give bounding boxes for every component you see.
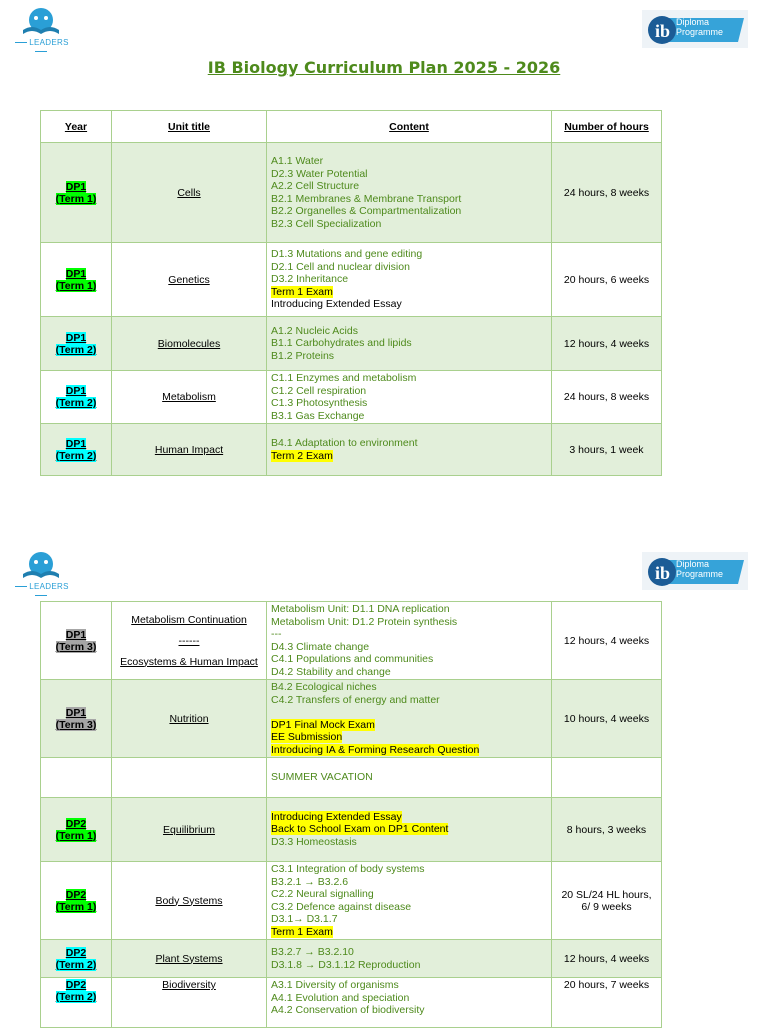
content-line	[271, 811, 547, 824]
year-label	[45, 438, 107, 450]
content-line	[271, 836, 547, 849]
unit-title: Metabolism Continuation	[131, 613, 247, 626]
content-line	[271, 180, 547, 193]
content-line	[271, 168, 547, 181]
content-text: B2.1 Membranes & Membrane Transport	[271, 192, 462, 205]
content-line	[271, 666, 547, 679]
term-text: (Term 3)	[55, 718, 97, 731]
term-label	[45, 450, 107, 462]
content-line	[271, 616, 547, 629]
content-line	[271, 719, 547, 732]
content-cell	[267, 243, 552, 317]
term-label	[45, 901, 107, 913]
term-label	[45, 280, 107, 292]
content-text: A1.1 Water	[271, 155, 324, 167]
content-cell	[267, 602, 552, 680]
content-line	[271, 694, 547, 707]
year-text: DP2	[65, 979, 87, 991]
unit-cell	[112, 371, 267, 424]
table-row	[41, 371, 662, 424]
content-line	[271, 218, 547, 231]
content-line	[271, 273, 547, 286]
year-text: DP2	[65, 817, 87, 830]
content-text: Introducing IA & Forming Research Question	[271, 743, 480, 756]
content-cell	[267, 758, 552, 798]
hours-cell: 12 hours, 4 weeks	[552, 317, 662, 371]
year-text: DP1	[65, 331, 87, 344]
leaders-logo-page2	[6, 550, 76, 598]
ib-diploma-logo-page2	[642, 552, 748, 590]
content-text: D3.3 Homeostasis	[271, 835, 357, 848]
content-text: Metabolism Unit: D1.1 DNA replication	[271, 603, 450, 615]
term-text: (Term 2)	[55, 343, 97, 356]
year-text: DP2	[65, 888, 87, 901]
content-text: B4.1 Adaptation to environment	[271, 437, 418, 449]
content-text: B2.3 Cell Specialization	[271, 217, 382, 230]
term-text: (Term 2)	[55, 397, 97, 409]
content-line	[271, 744, 547, 757]
content-text: Term 2 Exam	[271, 449, 333, 462]
hours-cell: 20 hours, 6 weeks	[552, 243, 662, 317]
content-line	[271, 863, 547, 876]
table-row	[41, 862, 662, 940]
ib-logo-text: Diploma Programme	[676, 17, 724, 37]
content-text: SUMMER VACATION	[271, 771, 373, 784]
content-line	[271, 410, 547, 423]
year-cell	[41, 143, 112, 243]
term-text: (Term 1)	[55, 279, 97, 292]
content-line	[271, 155, 547, 168]
content-text: C2.2 Neural signalling	[271, 888, 374, 900]
content-cell	[267, 143, 552, 243]
content-line	[271, 385, 547, 398]
year-text: DP1	[65, 385, 87, 397]
content-text: C4.2 Transfers of energy and matter	[271, 693, 440, 706]
content-text: B2.2 Organelles & Compartmentalization	[271, 205, 462, 217]
year-label	[45, 707, 107, 719]
content-cell	[267, 978, 552, 1028]
content-line	[271, 641, 547, 654]
term-label	[45, 193, 107, 205]
content-cell	[267, 862, 552, 940]
unit-title: Genetics	[168, 273, 210, 286]
content-line	[271, 771, 547, 784]
term-label	[45, 344, 107, 356]
content-line	[271, 261, 547, 274]
year-label	[45, 889, 107, 901]
content-line	[271, 248, 547, 261]
unit-title: Biomolecules	[157, 337, 221, 350]
unit-cell	[112, 424, 267, 476]
content-line	[271, 298, 547, 311]
content-line	[271, 946, 547, 959]
content-cell	[267, 798, 552, 862]
term-label	[45, 719, 107, 731]
unit-cell	[112, 243, 267, 317]
term-label	[45, 641, 107, 653]
hours-cell: 10 hours, 4 weeks	[552, 680, 662, 758]
year-cell	[41, 940, 112, 978]
content-text: B1.1 Carbohydrates and lipids	[271, 337, 412, 350]
content-text: A2.2 Cell Structure	[271, 180, 360, 192]
table-row	[41, 243, 662, 317]
content-text: C1.2 Cell respiration	[271, 384, 367, 397]
unit-title: Human Impact	[154, 443, 224, 456]
year-label	[45, 181, 107, 193]
term-label	[45, 397, 107, 409]
year-label	[45, 332, 107, 344]
content-cell	[267, 317, 552, 371]
term-text: (Term 2)	[55, 958, 97, 971]
content-text: Term 1 Exam	[271, 925, 333, 938]
book-globe-icon	[6, 550, 76, 584]
curriculum-table-2	[40, 601, 662, 1028]
year-cell	[41, 798, 112, 862]
year-cell	[41, 862, 112, 940]
content-text: A4.2 Conservation of biodiversity	[271, 1004, 425, 1016]
logo-caption-page2: LEADERS	[6, 582, 76, 600]
hours-cell: 24 hours, 8 weeks	[552, 371, 662, 424]
year-cell	[41, 758, 112, 798]
header-year: Year	[41, 111, 112, 143]
content-line	[271, 926, 547, 939]
content-line	[271, 979, 547, 992]
year-cell	[41, 680, 112, 758]
table-header-row	[41, 111, 662, 143]
content-text: B1.2 Proteins	[271, 349, 335, 362]
content-line	[271, 372, 547, 385]
content-line	[271, 888, 547, 901]
year-cell	[41, 424, 112, 476]
year-text: DP1	[65, 267, 87, 280]
content-text: B3.1 Gas Exchange	[271, 409, 365, 422]
content-text: C1.3 Photosynthesis	[271, 397, 368, 409]
content-text: B3.2.7 → B3.2.10	[271, 946, 354, 958]
year-text: DP1	[65, 628, 87, 641]
table-row	[41, 978, 662, 1028]
content-text: C4.1 Populations and communities	[271, 653, 434, 665]
content-text: Metabolism Unit: D1.2 Protein synthesis	[271, 615, 458, 628]
unit-cell	[112, 680, 267, 758]
content-line	[271, 603, 547, 616]
header-content: Content	[267, 111, 552, 143]
content-cell	[267, 680, 552, 758]
content-text: B3.2.1 → B3.2.6	[271, 875, 349, 888]
content-line	[271, 286, 547, 299]
content-line	[271, 397, 547, 410]
content-text: C3.2 Defence against disease	[271, 900, 412, 913]
content-line	[271, 959, 547, 972]
unit-title-2: Ecosystems & Human Impact	[120, 655, 258, 668]
year-label	[45, 979, 107, 991]
hours-cell: 24 hours, 8 weeks	[552, 143, 662, 243]
svg-text:ib: ib	[655, 563, 671, 583]
year-cell	[41, 978, 112, 1028]
content-cell	[267, 424, 552, 476]
content-line	[271, 337, 547, 350]
unit-title: Plant Systems	[155, 952, 223, 965]
content-text: ---	[271, 628, 282, 640]
leaders-logo	[6, 6, 76, 54]
year-label	[45, 268, 107, 280]
unit-title: Cells	[177, 186, 201, 199]
content-text: D4.3 Climate change	[271, 640, 370, 653]
content-text: D4.2 Stability and change	[271, 665, 391, 678]
unit-cell	[112, 940, 267, 978]
ib-diploma-logo	[642, 10, 748, 48]
content-text: D3.1→ D3.1.7	[271, 913, 338, 925]
term-text: (Term 3)	[55, 640, 97, 653]
year-text: DP1	[65, 706, 87, 719]
unit-separator: ------	[178, 634, 200, 647]
content-text: C3.1 Integration of body systems	[271, 863, 425, 875]
year-cell	[41, 602, 112, 680]
content-text: A1.2 Nucleic Acids	[271, 324, 358, 337]
term-label	[45, 991, 107, 1003]
year-label	[45, 629, 107, 641]
table-row	[41, 798, 662, 862]
term-label	[45, 959, 107, 971]
content-line	[271, 913, 547, 926]
year-text: DP1	[65, 180, 87, 193]
table-row	[41, 317, 662, 371]
year-cell	[41, 243, 112, 317]
curriculum-table-1	[40, 110, 662, 476]
content-text: DP1 Final Mock Exam	[271, 718, 375, 731]
content-text: B4.2 Ecological niches	[271, 681, 377, 693]
content-line	[271, 706, 547, 719]
content-line	[271, 205, 547, 218]
unit-title: Body Systems	[155, 894, 223, 907]
content-line	[271, 350, 547, 363]
term-text: (Term 1)	[55, 192, 97, 205]
unit-title: Nutrition	[169, 712, 209, 725]
table-row	[41, 758, 662, 798]
content-line	[271, 1004, 547, 1017]
year-cell	[41, 371, 112, 424]
content-text: D2.3 Water Potential	[271, 167, 368, 180]
year-label	[45, 818, 107, 830]
content-line	[271, 731, 547, 744]
year-label	[45, 947, 107, 959]
term-text: (Term 1)	[55, 829, 97, 842]
content-line	[271, 193, 547, 206]
content-text: Introducing Extended Essay	[271, 810, 402, 823]
term-label	[45, 830, 107, 842]
content-text: A3.1 Diversity of organisms	[271, 979, 399, 991]
term-text: (Term 2)	[55, 449, 97, 462]
content-text: C1.1 Enzymes and metabolism	[271, 372, 417, 384]
content-text: Back to School Exam on DP1 Content	[271, 823, 449, 836]
unit-title: Equilibrium	[163, 823, 215, 836]
year-label	[45, 385, 107, 397]
hours-cell: 20 SL/24 HL hours, 6/ 9 weeks	[552, 862, 662, 940]
term-text: (Term 2)	[55, 991, 97, 1003]
term-text: (Term 1)	[55, 900, 97, 913]
svg-text:ib: ib	[655, 21, 671, 41]
hours-cell: 3 hours, 1 week	[552, 424, 662, 476]
table-row	[41, 424, 662, 476]
hours-cell: 12 hours, 4 weeks	[552, 940, 662, 978]
logo-caption: LEADERS	[6, 38, 76, 56]
content-line	[271, 823, 547, 836]
unit-cell	[112, 143, 267, 243]
hours-cell	[552, 758, 662, 798]
content-line	[271, 653, 547, 666]
unit-cell	[112, 798, 267, 862]
table-row	[41, 680, 662, 758]
book-globe-icon	[6, 6, 76, 40]
content-cell	[267, 371, 552, 424]
content-line	[271, 876, 547, 889]
content-text: Introducing Extended Essay	[271, 298, 402, 311]
content-line	[271, 325, 547, 338]
unit-title: Biodiversity	[162, 979, 216, 991]
unit-cell	[112, 758, 267, 798]
hours-cell: 12 hours, 4 weeks	[552, 602, 662, 680]
content-text: Term 1 Exam	[271, 285, 333, 298]
content-line	[271, 901, 547, 914]
content-line	[271, 437, 547, 450]
unit-cell	[112, 862, 267, 940]
table-row	[41, 602, 662, 680]
unit-cell	[112, 602, 267, 680]
header-unit: Unit title	[112, 111, 267, 143]
unit-title: Metabolism	[162, 391, 216, 403]
table-row	[41, 143, 662, 243]
content-text: D2.1 Cell and nuclear division	[271, 260, 410, 273]
hours-cell: 20 hours, 7 weeks	[552, 978, 662, 1028]
year-text: DP2	[65, 946, 87, 959]
content-line	[271, 681, 547, 694]
content-text: D3.2 Inheritance	[271, 273, 349, 286]
page-title: IB Biology Curriculum Plan 2025 - 2026	[207, 58, 561, 77]
content-text: EE Submission	[271, 731, 343, 743]
year-text: DP1	[65, 437, 87, 450]
unit-cell	[112, 978, 267, 1028]
table-row	[41, 940, 662, 978]
unit-cell	[112, 317, 267, 371]
content-text: D3.1.8 → D3.1.12 Reproduction	[271, 958, 421, 971]
header-hours: Number of hours	[552, 111, 662, 143]
content-line	[271, 450, 547, 463]
content-line	[271, 628, 547, 641]
year-cell	[41, 317, 112, 371]
content-cell	[267, 940, 552, 978]
content-text: D1.3 Mutations and gene editing	[271, 248, 423, 261]
content-line	[271, 992, 547, 1005]
content-text: A4.1 Evolution and speciation	[271, 991, 410, 1004]
hours-cell: 8 hours, 3 weeks	[552, 798, 662, 862]
ib-logo-text-page2: Diploma Programme	[676, 559, 724, 579]
